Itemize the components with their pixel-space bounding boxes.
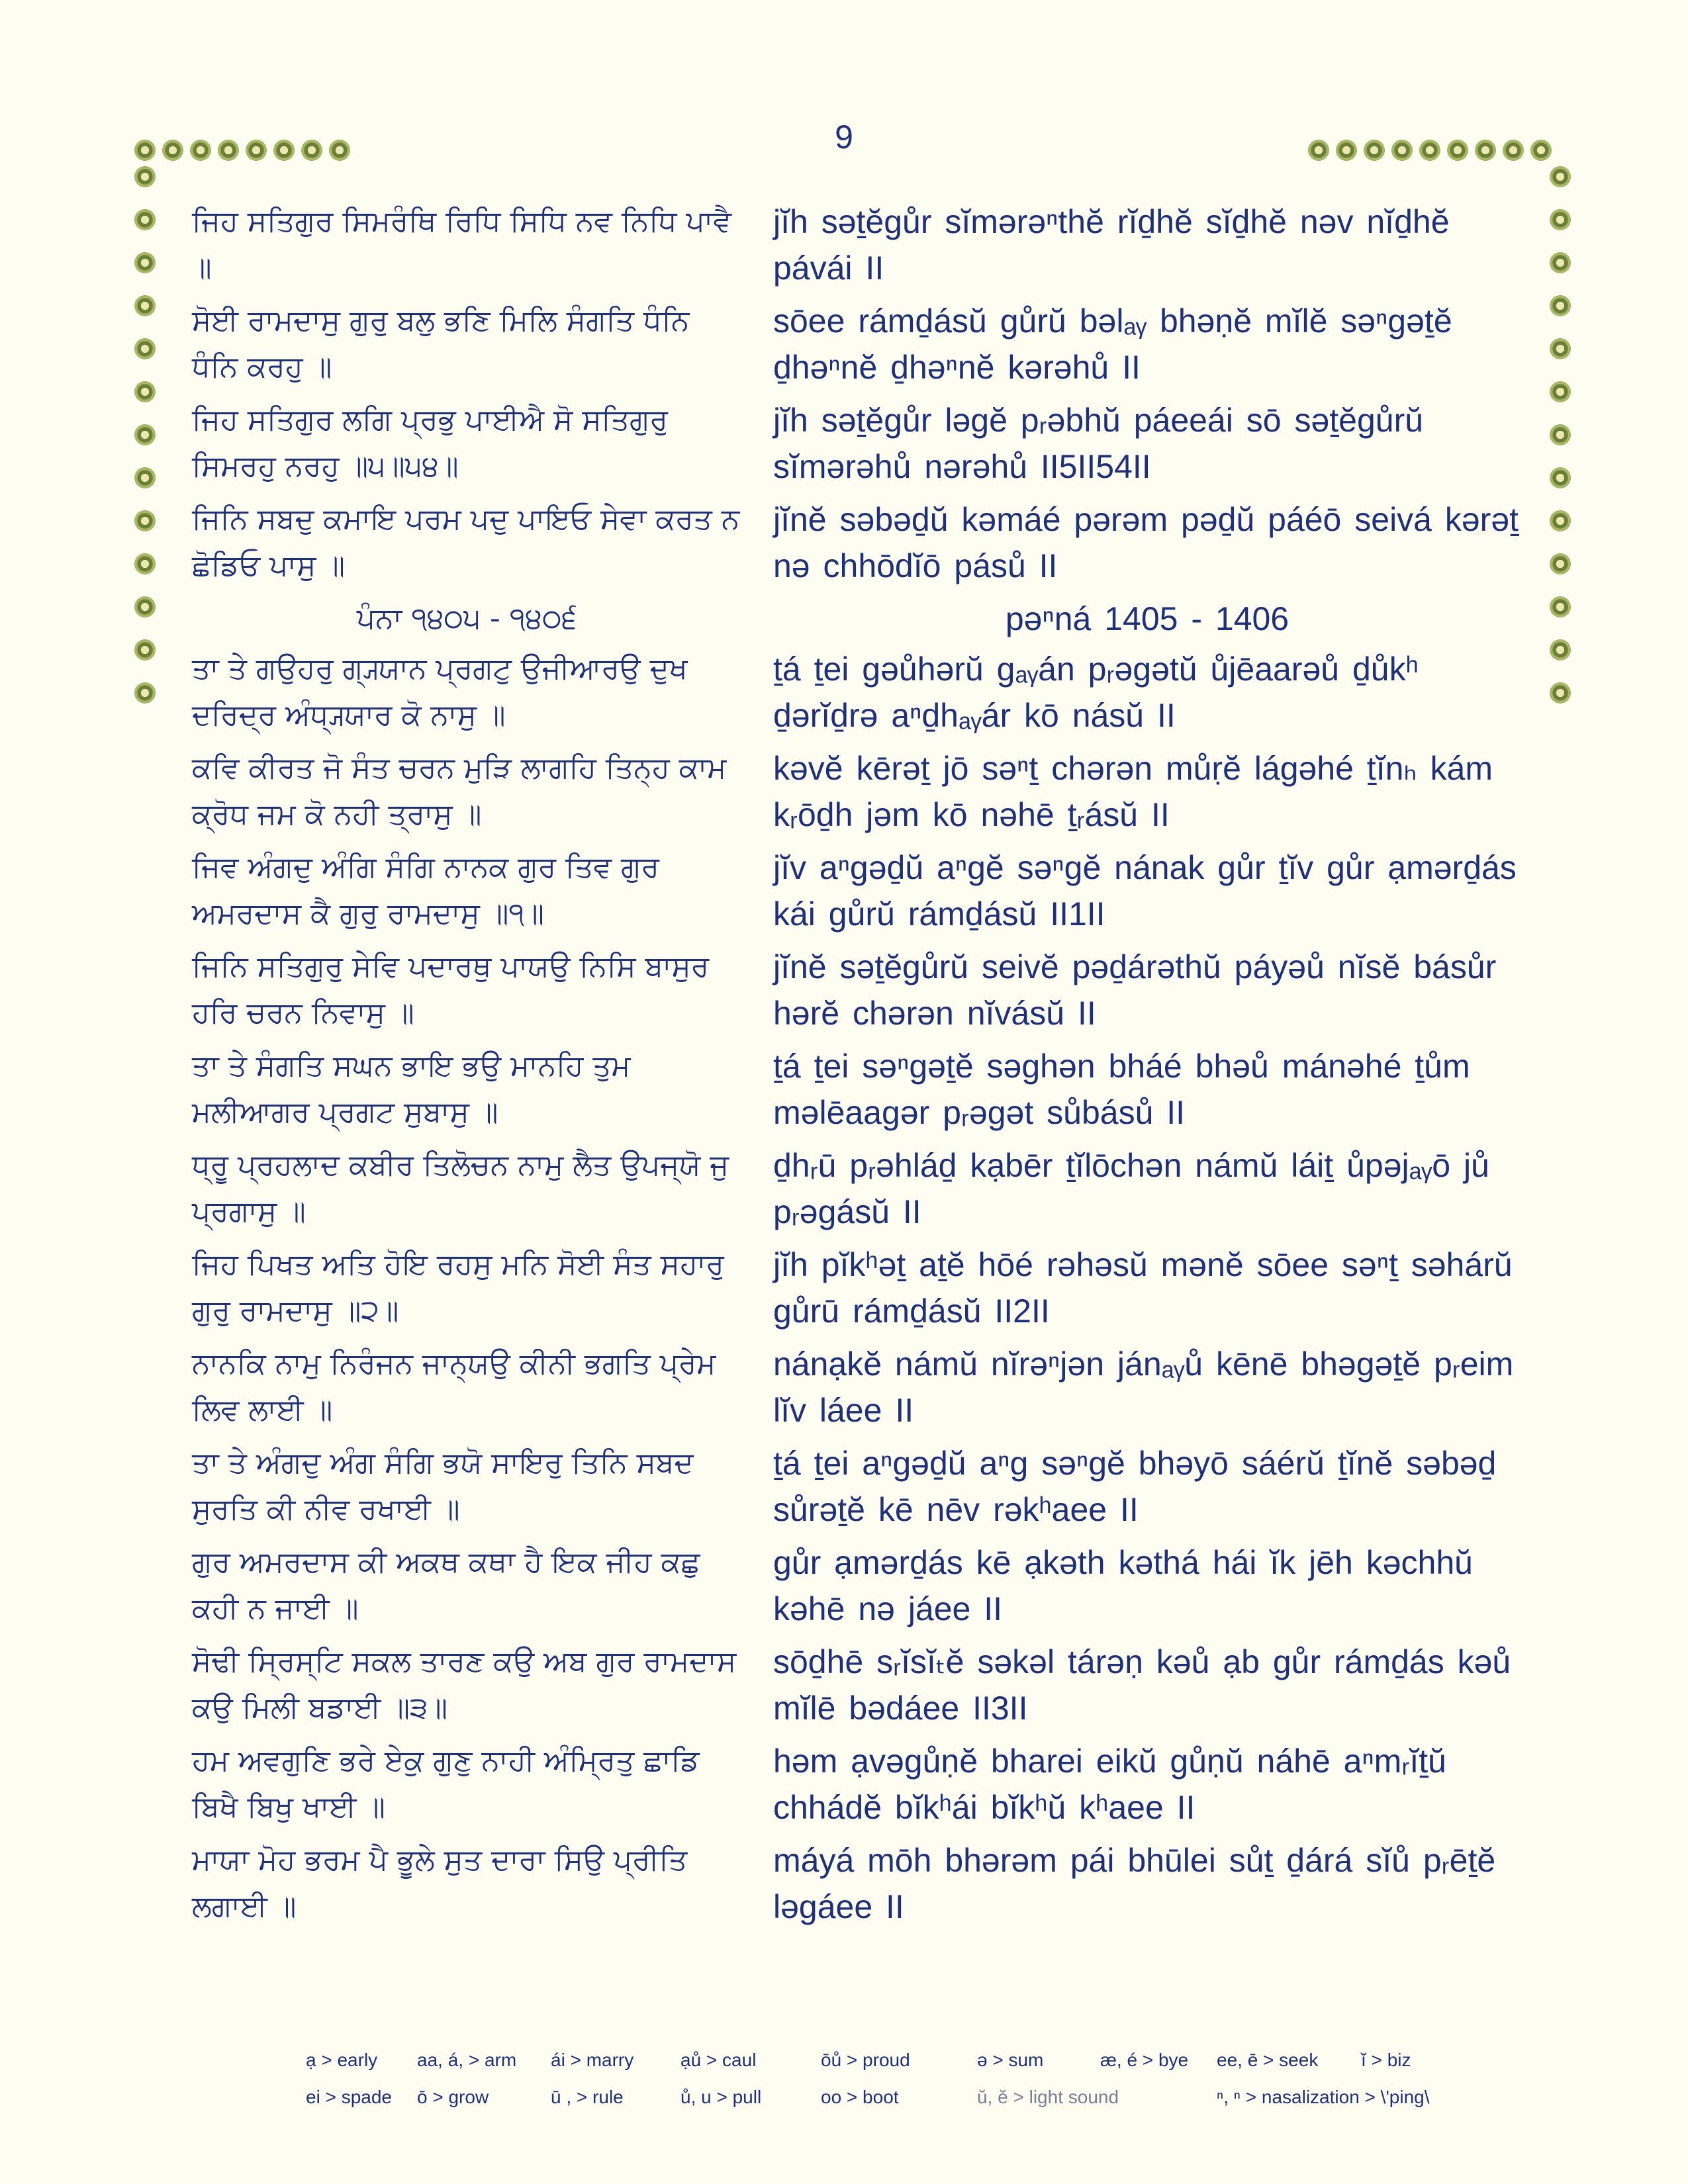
legend-item: ū , > rule [551, 2087, 624, 2107]
flower-icon [1474, 139, 1497, 161]
right-ornament-column [1549, 165, 1571, 704]
transliteration-verse: ṯá ṯei aⁿgəḏŭ aⁿg səⁿgĕ bhəyō sáérŭ ṯĭnĕ səbəḏ sůrəṯĕ kē nēv rəkʰaee II [773, 1445, 1497, 1528]
flower-icon [189, 139, 212, 161]
transliteration-verse: ṯá ṯei səⁿgəṯĕ səghən bháé bhəů mánəhé ṯům məlēaagər pᵣəgət sůbásů II [773, 1048, 1470, 1131]
transliteration-verse: ṯá ṯei gəůhərŭ gₐᵧán pᵣəgətŭ ůjēaarəů ḏůkʰ ḏərĭḏrə aⁿḏhₐᵧár kō násŭ II [773, 651, 1419, 734]
legend-item: aa, á, > arm [417, 2050, 517, 2070]
gurmukhi-verse: ਧ੍ਰੂ ਪ੍ਰਹਲਾਦ ਕਬੀਰ ਤਿਲੋਚਨ ਨਾਮੁ ਲੈਤ ਉਪਜ੍ਯੋ ਜੁ ਪ੍ਰਗਾਸੁ ॥ [192, 1148, 729, 1228]
flower-icon [134, 208, 156, 231]
flower-icon [1549, 208, 1571, 231]
gurmukhi-verse: ਮਾਯਾ ਮੋਹ ਭਰਮ ਪੈ ਭੂਲੇ ਸੁਤ ਦਾਰਾ ਸਿਉ ਪ੍ਰੀਤਿ ਲਗਾਈ ॥ [192, 1843, 688, 1923]
legend-item: oo > boot [821, 2087, 899, 2107]
verse-row [192, 1639, 1523, 1731]
flower-icon [328, 139, 351, 161]
verse-row [192, 1043, 1523, 1136]
transliteration-verse: jĭnĕ səbəḏŭ kəmáé pərəm pəḏŭ páéō seivá kərəṯ nə chhōdĭō pásů II [773, 501, 1519, 584]
verse-row [192, 1142, 1523, 1235]
top-left-ornament [134, 139, 351, 161]
flower-icon [1549, 639, 1571, 661]
flower-icon [162, 139, 184, 161]
top-right-ornament [1307, 139, 1552, 161]
flower-icon [134, 165, 156, 188]
flower-icon [1549, 467, 1571, 489]
verse-row [192, 1738, 1523, 1831]
flower-icon [1335, 139, 1358, 161]
legend-item: ōů > proud [821, 2050, 910, 2070]
flower-icon [1549, 424, 1571, 446]
transliteration-verse: jĭh səṯĕgůr ləgĕ pᵣəbhŭ páeeái sō səṯĕgůrŭ sĭmərəhů nərəhů II5II54II [773, 402, 1424, 485]
gurmukhi-verse: ਤਾ ਤੇ ਸੰਗਤਿ ਸਘਨ ਭਾਇ ਭਉ ਮਾਨਹਿ ਤੁਮ ਮਲੀਆਗਰ ਪ੍ਰਗਟ ਸੁਬਾਸੁ ॥ [192, 1049, 631, 1129]
legend-item: æ, é > bye [1100, 2050, 1189, 2070]
gurmukhi-verse: ਜਿਨਿ ਸਬਦੁ ਕਮਾਇ ਪਰਮ ਪਦੁ ਪਾਇਓ ਸੇਵਾ ਕਰਤ ਨ ਛੋਡਿਓ ਪਾਸੁ ॥ [192, 502, 740, 582]
legend-row [306, 2042, 1444, 2079]
legend-item: ái > marry [551, 2050, 634, 2070]
panna-heading [192, 596, 1523, 642]
flower-icon [1419, 139, 1441, 161]
transliteration-verse: kəvĕ kērəṯ jō səⁿṯ chərən můṛĕ lágəhé ṯĭnₕ kám kᵣōḏh jəm kō nəhē ṯᵣásŭ II [773, 750, 1493, 833]
flower-icon [1307, 139, 1330, 161]
gurmukhi-verse: ਤਾ ਤੇ ਅੰਗਦੁ ਅੰਗ ਸੰਗਿ ਭਯੋ ਸਾਇਰੁ ਤਿਨਿ ਸਬਦ ਸੁਰਤਿ ਕੀ ਨੀਵ ਰਖਾਈ ॥ [192, 1446, 694, 1526]
gurmukhi-verse: ਗੁਰ ਅਮਰਦਾਸ ਕੀ ਅਕਥ ਕਥਾ ਹੈ ਇਕ ਜੀਹ ਕਛੁ ਕਹੀ ਨ ਜਾਈ ॥ [192, 1545, 700, 1625]
legend-item: ə > sum [977, 2050, 1044, 2070]
verse-row [192, 944, 1523, 1036]
verse-row [192, 1341, 1523, 1433]
verse-row [192, 844, 1523, 937]
legend-row [306, 2079, 1444, 2116]
gurmukhi-verse: ਜਿਹ ਪਿਖਤ ਅਤਿ ਹੋਇ ਰਹਸੁ ਮਨਿ ਸੋਈ ਸੰਤ ਸਹਾਰੁ ਗੁਰੁ ਰਾਮਦਾਸੁ ॥੨॥ [192, 1248, 724, 1328]
left-ornament-column [134, 165, 156, 704]
verse-row [192, 298, 1523, 390]
flower-icon [134, 682, 156, 704]
flower-icon [134, 295, 156, 317]
flower-icon [134, 510, 156, 532]
verse-row [192, 646, 1523, 739]
gurmukhi-verse: ਸੋਈ ਰਾਮਦਾਸੁ ਗੁਰੁ ਬਲੁ ਭਣਿ ਮਿਲਿ ਸੰਗਤਿ ਧੰਨਿ ਧੰਨਿ ਕਰਹੁ ॥ [192, 304, 690, 384]
verse-row [192, 199, 1523, 291]
transliteration-verse: sōḏhē sᵣĭsĭₜĕ səkəl tárəṇ kəů ạb gůr rámḏás kəů mĭlē bədáee II3II [773, 1643, 1511, 1727]
verse-row [192, 1539, 1523, 1632]
flower-icon [1502, 139, 1524, 161]
page-number: 9 [835, 118, 853, 156]
flower-icon [1549, 381, 1571, 403]
flower-icon [134, 553, 156, 575]
flower-icon [1549, 165, 1571, 188]
legend-item: ee, ē > seek [1217, 2050, 1319, 2070]
gurmukhi-verse: ਜਿਵ ਅੰਗਦੁ ਅੰਗਿ ਸੰਗਿ ਨਾਨਕ ਗੁਰ ਤਿਵ ਗੁਰ ਅਮਰਦਾਸ ਕੈ ਗੁਰੁ ਰਾਮਦਾਸੁ ॥੧॥ [192, 850, 659, 931]
transliteration-verse: gůr ạmərḏás kē ạkəth kəthá hái ĭk jēh kəchhŭ kəhē nə jáee II [773, 1544, 1473, 1627]
flower-icon [134, 139, 156, 161]
verse-table [192, 199, 1523, 1936]
pronunciation-legend [306, 2042, 1444, 2116]
panna-transliteration: pəⁿná 1405 - 1406 [1005, 600, 1289, 637]
flower-icon [134, 596, 156, 618]
transliteration-verse: nánạkĕ námŭ nĭrəⁿjən jánₐᵧů kēnē bhəgəṯĕ pᵣeim lĭv láee II [773, 1345, 1514, 1429]
flower-icon [1549, 682, 1571, 704]
verse-row [192, 1242, 1523, 1334]
flower-icon [1530, 139, 1552, 161]
gurmukhi-verse: ਜਿਹ ਸਤਿਗੁਰ ਸਿਮਰੰਥਿ ਰਿਧਿ ਸਿਧਿ ਨਵ ਨਿਧਿ ਪਾਵੈ ॥ [192, 205, 731, 285]
legend-item: ō > grow [417, 2087, 489, 2107]
gurmukhi-verse: ਸੋਢੀ ਸ੍ਰਿਸ੍ਟਿ ਸਕਲ ਤਾਰਣ ਕਉ ਅਬ ਗੁਰ ਰਾਮਦਾਸ ਕਉ ਮਿਲੀ ਬਡਾਈ ॥੩॥ [192, 1645, 737, 1725]
legend-item: ⁿ, ⁿ > nasalization > \'ping\ [1217, 2087, 1430, 2107]
transliteration-verse: həm ạvəgůṇĕ bharei eikŭ gůṇŭ náhē aⁿmᵣĭṯŭ chhádĕ bĭkʰái bĭkʰŭ kʰaee II [773, 1743, 1446, 1826]
legend-item: ĭ > biz [1361, 2050, 1411, 2070]
verse-row [192, 496, 1523, 589]
flower-icon [273, 139, 295, 161]
flower-icon [134, 381, 156, 403]
gurmukhi-verse: ਕਵਿ ਕੀਰਤ ਜੋ ਸੰਤ ਚਰਨ ਮੁੜਿ ਲਾਗਹਿ ਤਿਨ੍ਹ ਕਾਮ ਕ੍ਰੋਧ ਜਮ ਕੋ ਨਹੀ ਤ੍ਰਾਸੁ ॥ [192, 751, 727, 831]
flower-icon [1549, 251, 1571, 274]
flower-icon [134, 251, 156, 274]
legend-item: ů, u > pull [680, 2087, 762, 2107]
gurmukhi-verse: ਤਾ ਤੇ ਗਉਹਰੁ ਗ੍ਯ੍ਯਾਨ ਪ੍ਰਗਟੁ ਉਜੀਆਰਉ ਦੁਖ ਦਰਿਦ੍ਰ ਅੰਧ੍ਯ੍ਯਾਰ ਕੋ ਨਾਸੁ ॥ [192, 652, 688, 732]
verse-row [192, 1837, 1523, 1930]
flower-icon [134, 639, 156, 661]
gurmukhi-verse: ਜਿਨਿ ਸਤਿਗੁਰੁ ਸੇਵਿ ਪਦਾਰਥੁ ਪਾਯਉ ਨਿਸਿ ਬਾਸੁਰ ਹਰਿ ਚਰਨ ਨਿਵਾਸੁ ॥ [192, 950, 710, 1030]
verse-row [192, 397, 1523, 490]
transliteration-verse: sōee rámḏásŭ gůrŭ bəlₐᵧ bhəṇĕ mĭlĕ səⁿgəṯĕ ḏhəⁿnĕ ḏhəⁿnĕ kərəhů II [773, 302, 1452, 386]
flower-icon [1446, 139, 1469, 161]
legend-item: ei > spade [306, 2087, 392, 2107]
flower-icon [134, 424, 156, 446]
transliteration-verse: jĭnĕ səṯĕgůrŭ seivĕ pəḏárəthŭ páyəů nĭsĕ básůr hərĕ chərən nĭvásŭ II [773, 948, 1497, 1032]
gurmukhi-verse: ਨਾਨਕਿ ਨਾਮੁ ਨਿਰੰਜਨ ਜਾਨ੍ਯਉ ਕੀਨੀ ਭਗਤਿ ਪ੍ਰੇਮ ਲਿਵ ਲਾਈ ॥ [192, 1347, 716, 1427]
flower-icon [1391, 139, 1413, 161]
gurmukhi-verse: ਜਿਹ ਸਤਿਗੁਰ ਲਗਿ ਪ੍ਰਭੁ ਪਾਈਐ ਸੋ ਸਤਿਗੁਰੁ ਸਿਮਰਹੁ ਨਰਹੁ ॥੫॥੫੪॥ [192, 403, 668, 483]
transliteration-verse: máyá mōh bhərəm pái bhūlei sůṯ ḏárá sĭů pᵣēṯĕ ləgáee II [773, 1842, 1496, 1925]
transliteration-verse: ḏhᵣū pᵣəhláḏ kạbēr ṯĭlōchən námŭ láiṯ ůpəjₐᵧō jů pᵣəgásŭ II [773, 1147, 1489, 1230]
legend-item: ạů > caul [680, 2050, 757, 2070]
flower-icon [134, 338, 156, 360]
flower-icon [245, 139, 267, 161]
flower-icon [217, 139, 240, 161]
flower-icon [1549, 338, 1571, 360]
legend-item: ŭ, ĕ > light sound [977, 2087, 1119, 2107]
flower-icon [1549, 596, 1571, 618]
transliteration-verse: jĭv aⁿgəḏŭ aⁿgĕ səⁿgĕ nának gůr ṯĭv gůr ạmərḏás kái gůrŭ rámḏásŭ II1II [773, 849, 1517, 933]
transliteration-verse: jĭh pĭkʰəṯ aṯĕ hōé rəhəsŭ mənĕ sōee səⁿṯ səhárŭ gůrū rámḏásŭ II2II [773, 1246, 1513, 1330]
flower-icon [134, 467, 156, 489]
flower-icon [1549, 510, 1571, 532]
transliteration-verse: jĭh səṯĕgůr sĭmərəⁿthĕ rĭḏhĕ sĭḏhĕ nəv nĭḏhĕ pávái II [773, 203, 1450, 287]
gurmukhi-verse: ਹਮ ਅਵਗੁਣਿ ਭਰੇ ਏਕੁ ਗੁਣੁ ਨਾਹੀ ਅੰਮ੍ਰਿਤੁ ਛਾਡਿ ਬਿਖੈ ਬਿਖੁ ਖਾਈ ॥ [192, 1744, 700, 1824]
flower-icon [1549, 553, 1571, 575]
legend-item: ạ > early [306, 2050, 378, 2070]
verse-row [192, 745, 1523, 838]
flower-icon [1363, 139, 1385, 161]
flower-icon [1549, 295, 1571, 317]
panna-gurmukhi: ਪੰਨਾ ੧੪੦੫ - ੧੪੦੬ [356, 602, 577, 635]
verse-row [192, 1440, 1523, 1533]
flower-icon [301, 139, 323, 161]
